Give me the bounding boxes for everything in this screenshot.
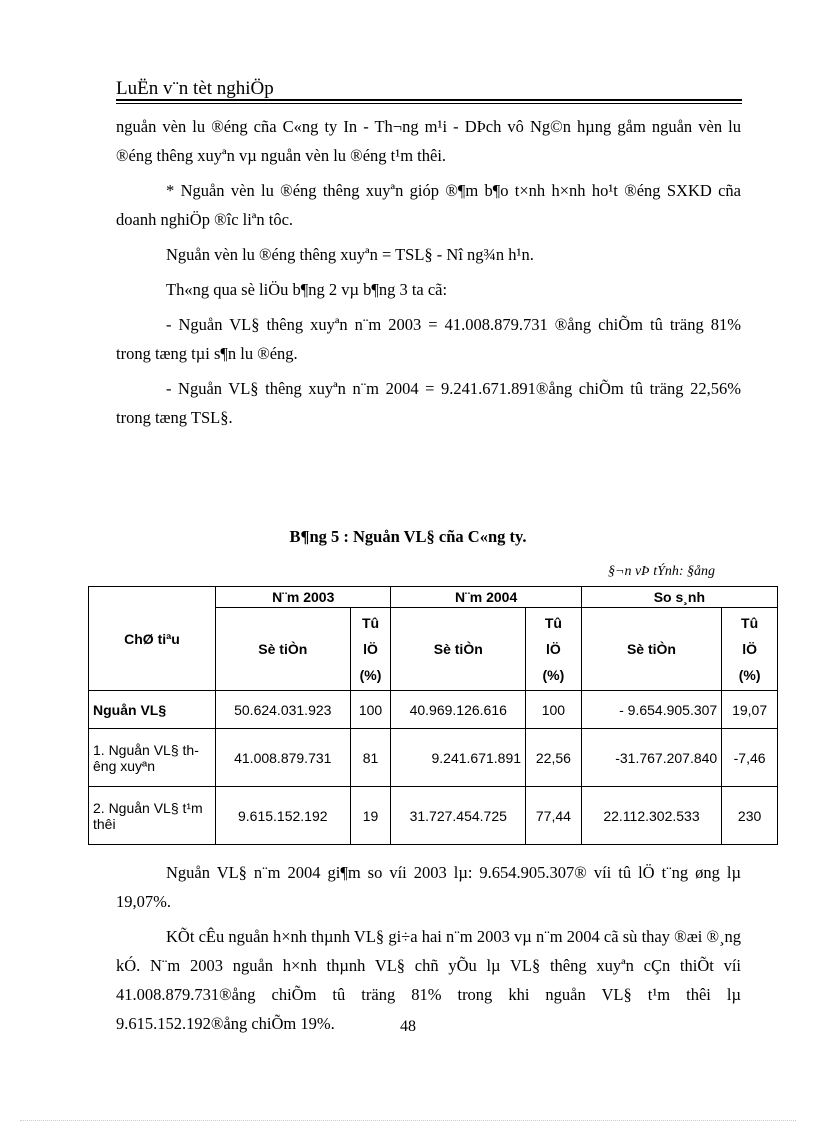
row-label: Nguån VL§ <box>89 691 216 729</box>
paragraph: nguån vèn lu ®éng cña C«ng ty In - Th¬ng m¹i - DÞch vô Ng©n hµng gåm nguån vèn lu ®éng thêng xuyªn vµ nguån vèn lu ®éng t¹m thêi. <box>116 117 741 165</box>
table-title: B¶ng 5 : Nguån VL§ cña C«ng ty. <box>289 527 527 546</box>
amount-header: Sè tiÒn <box>581 608 721 691</box>
cell: -31.767.207.840 <box>581 729 721 787</box>
after-table-text <box>116 858 741 1044</box>
data-table <box>88 586 778 845</box>
cell: 9.615.152.192 <box>216 787 351 845</box>
cell: 230 <box>722 787 778 845</box>
cell: 19,07 <box>722 691 778 729</box>
table-unit: §¬n vÞ tÝnh: §ång <box>608 564 716 579</box>
cell: 100 <box>350 691 391 729</box>
ratio-header: Tû lÖ (%) <box>722 608 778 691</box>
year-header: N¨m 2003 <box>216 587 391 608</box>
cell: 31.727.454.725 <box>391 787 526 845</box>
header-rule <box>116 99 742 101</box>
paragraph: Nguån VL§ n¨m 2004 gi¶m so víi 2003 lµ: 9.654.905.307® víi tû lÖ t¨ng øng lµ 19,07%. <box>116 863 741 911</box>
ratio-header: Tû lÖ (%) <box>526 608 582 691</box>
cell: 9.241.671.891 <box>391 729 526 787</box>
document-header: LuËn v¨n tèt nghiÖp <box>116 78 274 99</box>
cell: 41.008.879.731 <box>216 729 351 787</box>
compare-header: So s¸nh <box>581 587 777 608</box>
page-number: 48 <box>400 1018 416 1035</box>
cell: - 9.654.905.307 <box>581 691 721 729</box>
cell: 81 <box>350 729 391 787</box>
cell: 77,44 <box>526 787 582 845</box>
paragraph: - Nguån VL§ thêng xuyªn n¨m 2004 = 9.241.671.891®ång chiÕm tû träng 22,56% trong tæng TSL§. <box>116 379 741 427</box>
cell: 19 <box>350 787 391 845</box>
ratio-header: Tû lÖ (%) <box>350 608 391 691</box>
paragraph: KÕt cÊu nguån h×nh thµnh VL§ gi÷a hai n¨m 2003 vµ n¨m 2004 cã sù thay ®æi ®¸ng kÓ. N¨m 2003 nguån h×nh thµnh VL§ chñ yÕu lµ VL§ thêng xuyªn cÇn thiÕt víi 41.008.879.731®ång chiÕm tû träng 81% trong khi nguån VL§ t¹m thêi lµ 9.615.152.192®ång chiÕm 19%. <box>116 927 741 1033</box>
table-row <box>89 787 778 845</box>
cell: 100 <box>526 691 582 729</box>
amount-header: Sè tiÒn <box>216 608 351 691</box>
cell: 22,56 <box>526 729 582 787</box>
amount-header: Sè tiÒn <box>391 608 526 691</box>
table-row <box>89 691 778 729</box>
paragraph: Nguån vèn lu ®éng thêng xuyªn = TSL§ - Nî ng¾n h¹n. <box>166 245 534 264</box>
cell: 40.969.126.616 <box>391 691 526 729</box>
cell: 50.624.031.923 <box>216 691 351 729</box>
paragraph: Th«ng qua sè liÖu b¶ng 2 vµ b¶ng 3 ta cã: <box>166 280 448 299</box>
row-label: 2. Nguån VL§ t¹m thêi <box>89 787 216 845</box>
page-bottom-edge <box>20 1120 796 1121</box>
row-label: 1. Nguån VL§ thêng xuyªn <box>89 729 216 787</box>
header-rule-thin <box>116 103 742 104</box>
cell: -7,46 <box>722 729 778 787</box>
indicator-header: ChØ tiªu <box>89 587 216 691</box>
paragraph: * Nguån vèn lu ®éng thêng xuyªn gióp ®¶m b¶o t×nh h×nh ho¹t ®éng SXKD cña doanh nghiÖp ®îc liªn tôc. <box>116 181 741 229</box>
year-header: N¨m 2004 <box>391 587 581 608</box>
cell: 22.112.302.533 <box>581 787 721 845</box>
paragraph: - Nguån VL§ thêng xuyªn n¨m 2003 = 41.008.879.731 ®ång chiÕm tû träng 81% trong tæng tµi s¶n lu ®éng. <box>116 315 741 363</box>
body-text <box>116 112 741 438</box>
table-row <box>89 729 778 787</box>
